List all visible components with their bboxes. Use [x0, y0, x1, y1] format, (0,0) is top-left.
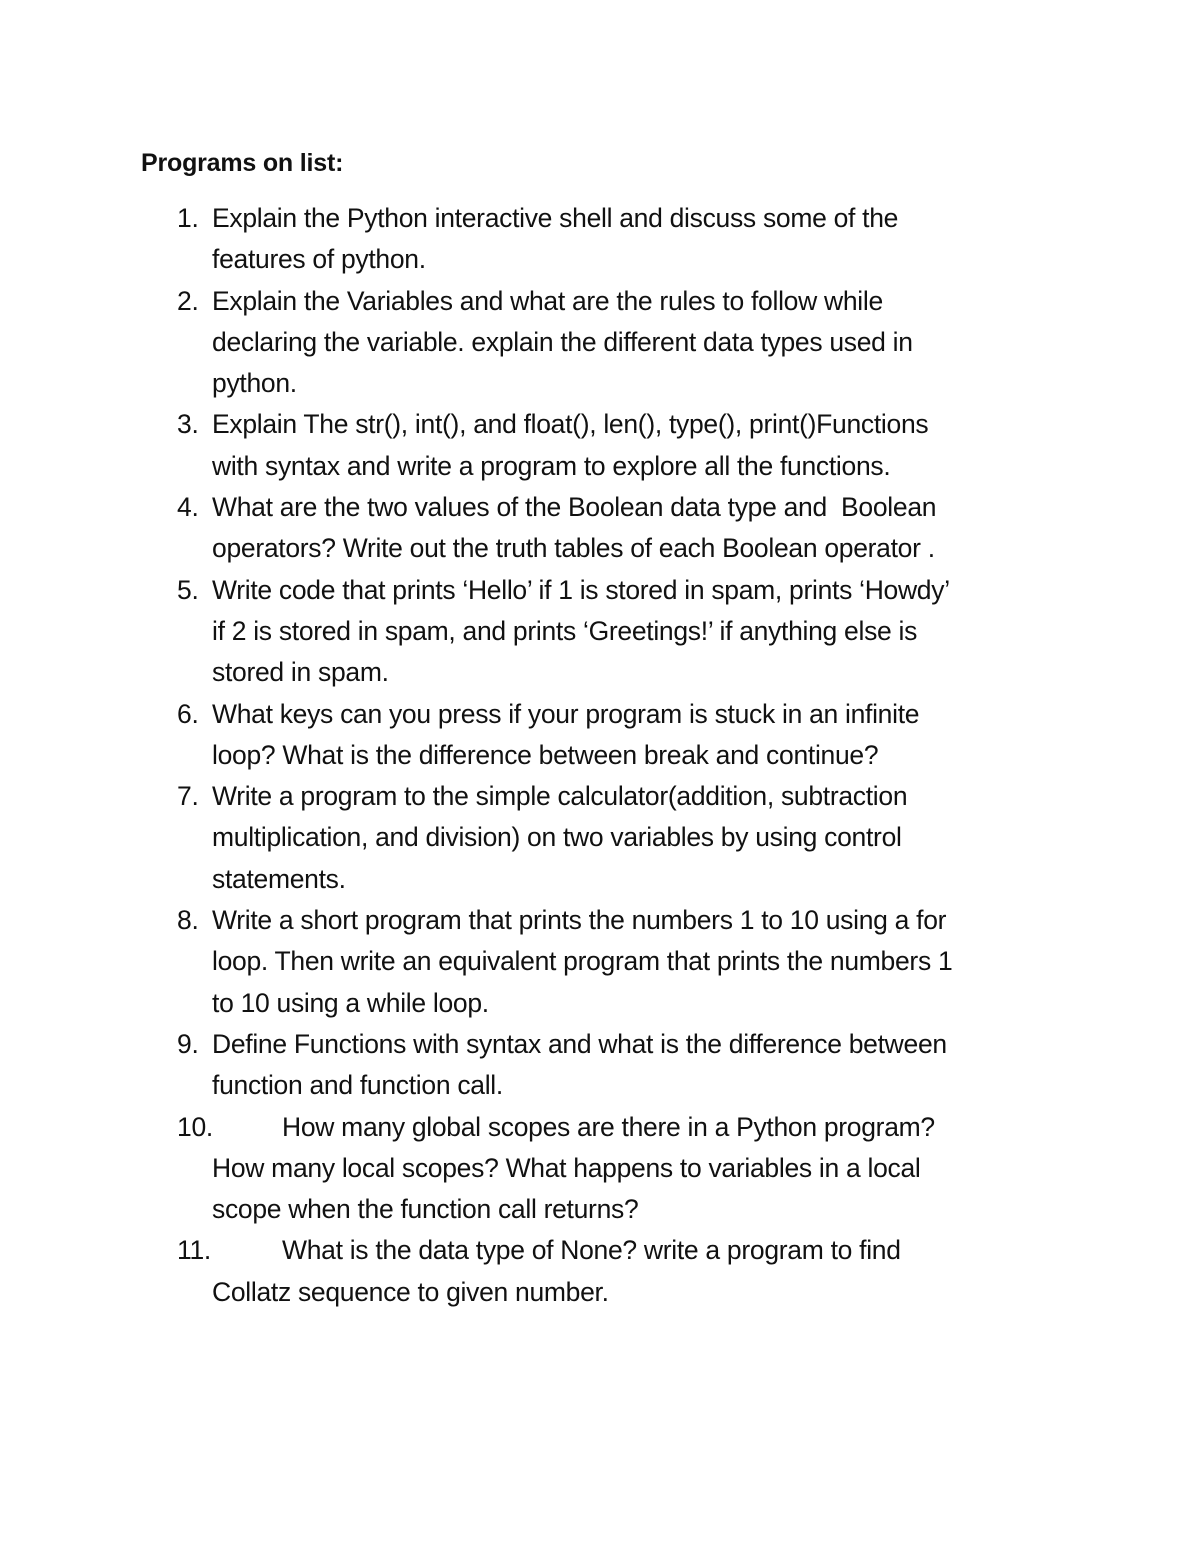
list-item-line: if 2 is stored in spam, and prints ‘Greetings!’ if anything else is — [212, 615, 918, 646]
list-item-line: loop. Then write an equivalent program that prints the numbers 1 — [212, 946, 953, 977]
list-item-line: statements. — [212, 863, 346, 894]
list-item-text — [212, 281, 1061, 405]
list-item — [141, 900, 1061, 1024]
list-item-line: function and function call. — [212, 1070, 503, 1101]
list-item-line: What are the two values of the Boolean data type and Boolean — [212, 492, 937, 523]
list-item — [141, 1107, 1061, 1231]
list-item-line: How many global scopes are there in a Python program? — [282, 1111, 935, 1142]
list-item-line: with syntax and write a program to explore all the functions. — [212, 450, 891, 481]
list-item — [141, 694, 1061, 777]
list-item — [141, 198, 1061, 281]
list-item-line: operators? Write out the truth tables of each Boolean operator . — [212, 533, 935, 564]
list-item — [141, 1024, 1061, 1107]
list-item-line: to 10 using a while loop. — [212, 987, 489, 1018]
list-item-text — [212, 198, 1061, 281]
list-item-line: features of python. — [212, 244, 426, 275]
list-item-number: 7. — [177, 781, 199, 812]
question-list — [141, 198, 1061, 1313]
list-item-text — [212, 404, 1061, 487]
list-item-text — [212, 900, 1061, 1024]
list-item-number: 9. — [177, 1028, 199, 1059]
list-item-line: Write code that prints ‘Hello’ if 1 is stored in spam, prints ‘Howdy’ — [212, 574, 950, 605]
list-item-number: 5. — [177, 574, 199, 605]
list-item-line: python. — [212, 368, 297, 399]
list-item-line: Explain the Python interactive shell and discuss some of the — [212, 203, 899, 233]
list-item-line: stored in spam. — [212, 657, 389, 688]
list-item-first-line — [141, 1230, 1061, 1271]
list-item-line: Write a short program that prints the numbers 1 to 10 using a for — [212, 905, 947, 936]
list-item — [141, 281, 1061, 405]
list-item-line: Explain the Variables and what are the rules to follow while — [212, 285, 883, 316]
list-item — [141, 404, 1061, 487]
document-heading: Programs on list: — [141, 149, 344, 177]
list-item-line: loop? What is the difference between break and continue? — [212, 739, 879, 770]
list-item-text — [212, 1024, 1061, 1107]
list-item — [141, 570, 1061, 694]
list-item-text — [212, 487, 1061, 570]
list-item-text — [212, 694, 1061, 777]
list-item-number: 6. — [177, 698, 199, 729]
list-item-text — [212, 776, 1061, 900]
list-item-line: Collatz sequence to given number. — [212, 1276, 609, 1307]
list-item-number: 11. — [177, 1235, 211, 1266]
list-item-line: Define Functions with syntax and what is the difference between — [212, 1028, 947, 1059]
list-item-line: What is the data type of None? write a program to find — [282, 1235, 901, 1266]
list-item-line: What keys can you press if your program is stuck in an infinite — [212, 698, 920, 729]
list-item — [141, 487, 1061, 570]
list-item-number: 4. — [177, 492, 199, 523]
list-item-line: How many local scopes? What happens to variables in a local — [212, 1152, 921, 1183]
list-item-text — [212, 570, 1061, 694]
list-item — [141, 776, 1061, 900]
list-item-number: 10. — [177, 1111, 213, 1142]
list-item-number: 1. — [177, 203, 199, 233]
list-item-first-line — [141, 1107, 1061, 1148]
list-item-number: 8. — [177, 905, 199, 936]
list-item-line: Explain The str(), int(), and float(), len(), type(), print()Functions — [212, 409, 929, 440]
list-item — [141, 1230, 1061, 1313]
list-item-line: multiplication, and division) on two variables by using control — [212, 822, 902, 853]
list-item-line: declaring the variable. explain the different data types used in — [212, 326, 913, 357]
list-item-line: scope when the function call returns? — [212, 1194, 639, 1225]
list-item-number: 2. — [177, 285, 199, 316]
list-item-number: 3. — [177, 409, 199, 440]
list-item-line: Write a program to the simple calculator(addition, subtraction — [212, 781, 908, 812]
